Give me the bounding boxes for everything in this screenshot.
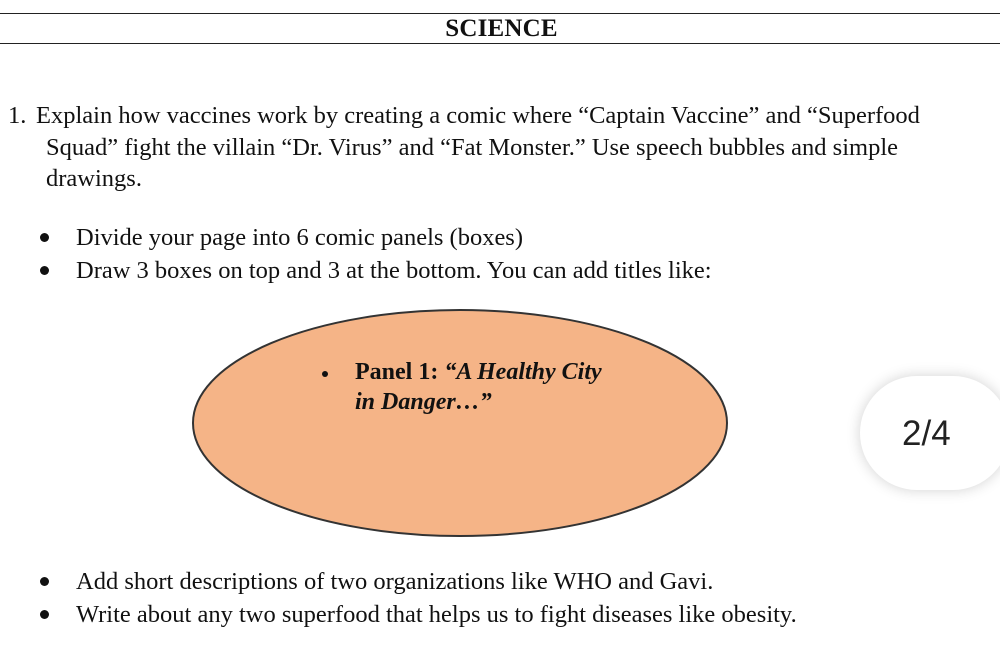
panel-title-line1: “A Healthy City <box>444 359 602 385</box>
page-indicator-badge <box>860 376 1000 490</box>
panel-title-line2: in Danger…” <box>355 389 492 415</box>
bullet-icon <box>40 266 49 275</box>
bullet-icon <box>40 577 49 586</box>
page-title: SCIENCE <box>445 15 558 42</box>
instruction-list-top <box>0 221 712 287</box>
list-item-text: Write about any two superfood that helps us to fight diseases like obesity. <box>76 601 797 628</box>
question-text: Explain how vaccines work by creating a comic where “Captain Vaccine” and “Superfood Squad” fight the villain “Dr. Virus” and “Fat Monster.” Use speech bubbles and simple drawings. <box>36 102 920 192</box>
list-item <box>0 598 797 631</box>
question-1 <box>8 100 993 195</box>
ellipse-shape <box>190 307 730 539</box>
list-item-text: Divide your page into 6 comic panels (boxes) <box>76 224 524 251</box>
bullet-icon <box>40 233 49 242</box>
list-item <box>0 565 797 598</box>
panel-label: Panel 1: <box>355 359 445 385</box>
bullet-icon <box>322 371 328 377</box>
instruction-list-bottom <box>0 565 797 631</box>
list-item-text: Draw 3 boxes on top and 3 at the bottom. You can add titles like: <box>76 257 712 284</box>
question-number: 1. <box>8 102 27 129</box>
page-indicator-label: 2/4 <box>902 414 951 453</box>
bullet-icon <box>40 610 49 619</box>
example-panel-ellipse <box>190 307 730 539</box>
list-item <box>0 221 712 254</box>
example-panel-title <box>355 357 655 417</box>
list-item-text: Add short descriptions of two organizations like WHO and Gavi. <box>76 568 714 595</box>
list-item <box>0 254 712 287</box>
